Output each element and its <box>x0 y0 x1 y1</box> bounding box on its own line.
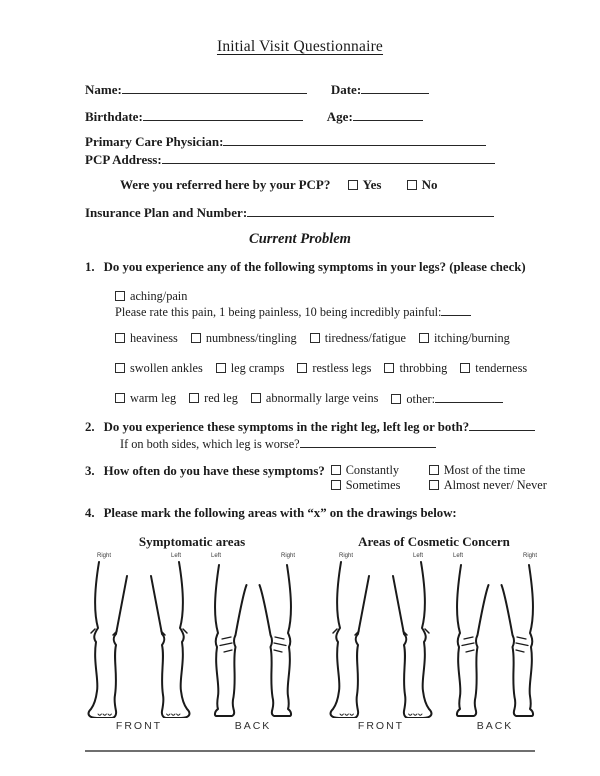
legs-front-drawing[interactable] <box>83 560 195 718</box>
drawings-section <box>0 534 600 732</box>
symptom-heaviness-option: heaviness <box>115 331 178 346</box>
numbness-checkbox[interactable] <box>191 333 201 343</box>
cosmetic-back-view <box>447 553 543 732</box>
referred-question: Were you referred here by your PCP? <box>120 177 331 192</box>
almost-never-checkbox[interactable] <box>429 480 439 490</box>
q3-number: 3. <box>85 464 95 478</box>
symptom-other-option <box>391 391 503 407</box>
pcp-input-line[interactable] <box>223 132 486 146</box>
legs-back-drawing[interactable] <box>447 563 543 718</box>
left-leg-label: Left <box>412 553 423 559</box>
aching-label: aching/pain <box>130 289 188 303</box>
option-most-of-the-time: Most of the time <box>429 463 547 478</box>
option-constantly: Constantly <box>331 463 429 478</box>
symptom-aching-row <box>0 289 600 304</box>
q2-text: Do you experience these symptoms in the right leg, left leg or both? <box>103 420 470 434</box>
pain-rate-input-line[interactable] <box>441 304 471 316</box>
question-2-sub <box>0 436 600 452</box>
symptom-warm-leg-option: warm leg <box>115 391 176 407</box>
symptom-restless-legs-option: restless legs <box>297 361 371 376</box>
question-1 <box>0 259 600 276</box>
q2-subtext: If on both sides, which leg is worse? <box>120 437 300 451</box>
throbbing-checkbox[interactable] <box>384 363 394 373</box>
q1-number: 1. <box>85 260 95 274</box>
date-input-line[interactable] <box>361 80 429 94</box>
right-leg-label: Right <box>97 553 112 559</box>
pain-rate-row <box>0 304 600 320</box>
q2-input-line[interactable] <box>469 417 535 431</box>
symptom-row-2 <box>0 331 600 346</box>
cosmetic-areas-header: Areas of Cosmetic Concern <box>358 534 510 549</box>
left-leg-label: Left <box>453 553 464 559</box>
pcp-row <box>0 132 600 150</box>
symptom-numbness-option: numbness/tingling <box>191 331 297 346</box>
question-3 <box>0 463 600 493</box>
yes-label: Yes <box>362 177 382 192</box>
option-almost-never: Almost never/ Never <box>429 478 547 493</box>
pcp-label: Primary Care Physician: <box>85 134 224 149</box>
section-title: Current Problem <box>249 231 351 247</box>
referred-yes-option <box>348 177 382 192</box>
footer-divider <box>85 750 535 752</box>
age-label: Age: <box>326 109 353 124</box>
symptom-tiredness-option: tiredness/fatigue <box>310 331 406 346</box>
other-input-line[interactable] <box>435 391 503 403</box>
q3-text: How often do you have these symptoms? <box>103 464 325 478</box>
yes-checkbox[interactable] <box>348 180 358 190</box>
aching-checkbox[interactable] <box>115 291 125 301</box>
symptom-row-3 <box>0 361 600 376</box>
name-label: Name: <box>85 82 122 97</box>
symptomatic-areas-header: Symptomatic areas <box>138 534 246 549</box>
date-label: Date: <box>330 82 362 97</box>
red-leg-checkbox[interactable] <box>189 393 199 403</box>
age-input-line[interactable] <box>353 107 423 121</box>
symptomatic-back-view <box>205 553 301 732</box>
symptom-row-4 <box>0 391 600 407</box>
left-leg-label: Left <box>170 553 181 559</box>
q2-sub-input-line[interactable] <box>300 436 436 448</box>
birthdate-label: Birthdate: <box>85 109 143 124</box>
back-caption: BACK <box>234 720 272 732</box>
question-2 <box>0 417 600 436</box>
insurance-label: Insurance Plan and Number: <box>85 205 248 220</box>
other-checkbox[interactable] <box>391 394 401 404</box>
no-label: No <box>421 177 438 192</box>
symptom-red-leg-option: red leg <box>189 391 238 407</box>
pcp-address-row <box>0 150 600 168</box>
itching-checkbox[interactable] <box>419 333 429 343</box>
q1-text: Do you experience any of the following symptoms in your legs? (please check) <box>103 260 526 274</box>
symptomatic-front-view <box>83 553 195 732</box>
symptom-aching-option <box>115 289 187 303</box>
swollen-ankles-checkbox[interactable] <box>115 363 125 373</box>
option-sometimes: Sometimes <box>331 478 429 493</box>
front-caption: FRONT <box>357 720 405 732</box>
symptom-itching-option: itching/burning <box>419 331 510 346</box>
right-leg-label: Right <box>522 553 537 559</box>
cosmetic-front-view <box>325 553 437 732</box>
name-input-line[interactable] <box>122 80 307 94</box>
page-title: Initial Visit Questionnaire <box>216 38 384 55</box>
other-label: other: <box>406 392 436 406</box>
back-caption: BACK <box>476 720 514 732</box>
right-leg-label: Right <box>339 553 354 559</box>
symptom-tenderness-option: tenderness <box>460 361 527 376</box>
question-4 <box>0 505 600 522</box>
q3-options <box>331 463 547 493</box>
symptomatic-areas-group <box>78 534 306 732</box>
symptom-large-veins-option: abnormally large veins <box>251 391 378 407</box>
symptom-throbbing-option: throbbing <box>384 361 447 376</box>
referred-no-option <box>407 177 438 192</box>
q4-number: 4. <box>85 506 95 520</box>
birthdate-input-line[interactable] <box>143 107 303 121</box>
symptom-leg-cramps-option: leg cramps <box>216 361 285 376</box>
tenderness-checkbox[interactable] <box>460 363 470 373</box>
cosmetic-areas-group <box>320 534 548 732</box>
most-of-the-time-checkbox[interactable] <box>429 465 439 475</box>
constantly-checkbox[interactable] <box>331 465 341 475</box>
pcp-address-label: PCP Address: <box>85 152 162 167</box>
legs-back-drawing[interactable] <box>205 563 301 718</box>
warm-leg-checkbox[interactable] <box>115 393 125 403</box>
large-veins-checkbox[interactable] <box>251 393 261 403</box>
sometimes-checkbox[interactable] <box>331 480 341 490</box>
leg-cramps-checkbox[interactable] <box>216 363 226 373</box>
pain-rate-text: Please rate this pain, 1 being painless, 10 being incredibly painful: <box>115 305 442 319</box>
heaviness-checkbox[interactable] <box>115 333 125 343</box>
q2-number: 2. <box>85 420 95 434</box>
q4-text: Please mark the following areas with “x” on the drawings below: <box>103 506 457 520</box>
front-caption: FRONT <box>115 720 163 732</box>
insurance-input-line[interactable] <box>247 203 494 217</box>
legs-front-drawing[interactable] <box>325 560 437 718</box>
insurance-row <box>0 203 600 221</box>
right-leg-label: Right <box>280 553 295 559</box>
symptom-swollen-ankles-option: swollen ankles <box>115 361 203 376</box>
no-checkbox[interactable] <box>407 180 417 190</box>
name-date-row <box>0 80 600 98</box>
pcp-address-input-line[interactable] <box>162 150 495 164</box>
tiredness-checkbox[interactable] <box>310 333 320 343</box>
birthdate-age-row <box>0 107 600 125</box>
restless-legs-checkbox[interactable] <box>297 363 307 373</box>
left-leg-label: Left <box>211 553 222 559</box>
referred-row <box>0 176 600 193</box>
